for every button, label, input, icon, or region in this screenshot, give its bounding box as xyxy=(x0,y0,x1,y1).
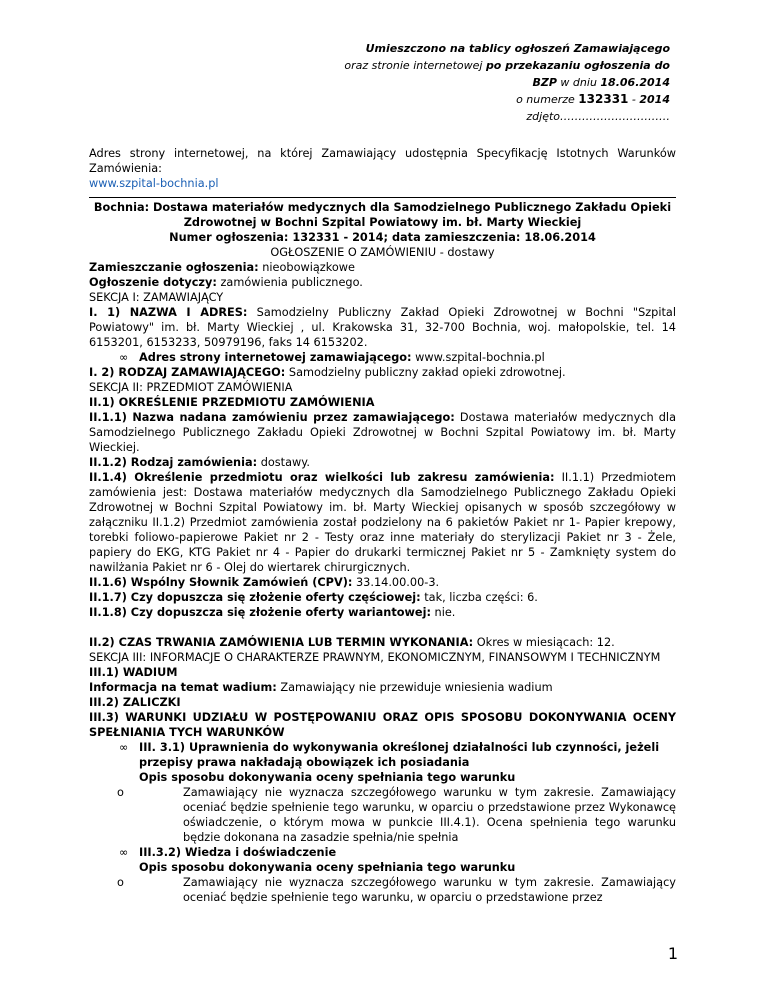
address-link[interactable]: www.szpital-bochnia.pl xyxy=(89,177,219,190)
document-title: Bochnia: Dostawa materiałów medycznych dla Samodzielnego Publicznego Zakładu Opieki Zdrowotnej w Bochni Szpital Powiatowy im. bł. Marty Wieckiej xyxy=(93,201,672,229)
bullet-icon: ∞ xyxy=(119,741,129,754)
field-rodzaj: I. 2) RODZAJ ZAMAWIAJĄCEGO: Samodzielny publiczny zakład opieki zdrowotnej. xyxy=(89,366,566,379)
notice-line-5: zdjęto………………………… xyxy=(526,110,670,123)
bullet-icon: ∞ xyxy=(119,351,129,364)
page-number: 1 xyxy=(667,944,678,963)
field-ii12: II.1.2) Rodzaj zamówienia: dostawy. xyxy=(89,456,310,469)
notice-line-1: Umieszczono na tablicy ogłoszeń Zamawiającego xyxy=(365,42,670,55)
bullet-icon: ∞ xyxy=(119,846,129,859)
sub-item-2 xyxy=(89,875,676,905)
field-nazwa-adres: I. 1) NAZWA I ADRES: Samodzielny Publiczny Zakład Opieki Zdrowotnej w Bochni "Szpital Powiatowy" im. bł. Marty Wieckiej , ul. Krakowska 31, 32-700 Bochnia, woj. małopolskie, tel. 14 6153201, 6153233, 50979196, faks 14 6153202. xyxy=(89,306,676,349)
heading-iii31: III. 3.1) Uprawnienia do wykonywania określonej działalności lub czynności, jeżeli przepisy prawa nakładają obowiązek ich posiadania xyxy=(139,741,660,769)
address-intro: Adres strony internetowej, na której Zamawiający udostępnia Specyfikację Istotnych Warunków Zamówienia: xyxy=(89,147,676,175)
field-ii16: II.1.6) Wspólny Słownik Zamówień (CPV): 33.14.00.00-3. xyxy=(89,576,440,589)
notice-line-4: o numerze 132331 - 2014 xyxy=(516,92,670,106)
opis-heading-1: Opis sposobu dokonywania oceny spełniania tego warunku xyxy=(139,771,516,784)
notice-line-3: BZP w dniu 18.06.2014 xyxy=(532,76,670,89)
circle-bullet-icon: o xyxy=(117,876,124,889)
posting-notice xyxy=(310,40,670,125)
announcement-number: Numer ogłoszenia: 132331 - 2014; data zamieszczenia: 18.06.2014 xyxy=(169,231,596,244)
heading-iii2: III.2) ZALICZKI xyxy=(89,696,181,709)
heading-iii1: III.1) WADIUM xyxy=(89,666,178,679)
bullet-www: ∞ Adres strony internetowej zamawiającego: www.szpital-bochnia.pl xyxy=(119,351,545,364)
section-1-heading: SEKCJA I: ZAMAWIAJĄCY xyxy=(89,291,224,304)
document-content xyxy=(89,146,676,905)
sub-item-1 xyxy=(89,785,676,845)
bullet-iii32 xyxy=(89,845,676,875)
sub-item-1-text: Zamawiający nie wyznacza szczegółowego warunku w tym zakresie. Zamawiający oceniać będzie spełnienie tego warunku, w oparciu o przedstawione przez Wykonawcę oświadczenie, o którym mowa w punkcie III.4.1). Ocena spełnienia tego warunku będzie dokonana na zasadzie spełnia/nie spełnia xyxy=(183,786,676,844)
heading-iii3: III.3) WARUNKI UDZIAŁU W POSTĘPOWANIU ORAZ OPIS SPOSOBU DOKONYWANIA OCENY SPEŁNIANIA TYCH WARUNKÓW xyxy=(89,711,676,739)
section-3-heading: SEKCJA III: INFORMACJE O CHARAKTERZE PRAWNYM, EKONOMICZNYM, FINANSOWYM I TECHNICZNYM xyxy=(89,651,661,664)
notice-line-2: oraz stronie internetowej po przekazaniu ogłoszenia do xyxy=(344,59,670,72)
heading-ii1: II.1) OKREŚLENIE PRZEDMIOTU ZAMÓWIENIA xyxy=(89,396,375,409)
field-ii18: II.1.8) Czy dopuszcza się złożenie oferty wariantowej: nie. xyxy=(89,606,456,619)
announcement-subtitle: OGŁOSZENIE O ZAMÓWIENIU - dostawy xyxy=(270,246,495,259)
bullet-iii31 xyxy=(89,740,676,785)
field-ii11: II.1.1) Nazwa nadana zamówieniu przez zamawiającego: Dostawa materiałów medycznych dla Samodzielnego Publicznego Zakładu Opieki Zdrowotnej w Bochni Szpital Powiatowy im. bł. Marty Wieckiej. xyxy=(89,411,676,454)
field-ii14: II.1.4) Określenie przedmiotu oraz wielkości lub zakresu zamówienia: II.1.1) Przedmiotem zamówienia jest: Dostawa materiałów medycznych dla Samodzielnego Publicznego Zakładu Opieki Zdrowotnej w Bochni Szpital Powiatowy im. bł. Marty Wieckiej opisanych w sposób szczegółowy w załączniku II.1.2) Przedmiot zamówienia został podzielony na 6 pakietów Pakiet nr 1- Papier krepowy, torebki foliowo-papierowe Pakiet nr 2 - Testy oraz inne materiały do sterylizacji Pakiet nr 3 - Żele, papiery do EKG, KTG Pakiet nr 4 - Papier do drukarki termicznej Pakiet nr 5 - Zamknięty system do nawilżania Pakiet nr 6 - Olej do wiertarek chirurgicznych. xyxy=(89,471,676,574)
section-2-heading: SEKCJA II: PRZEDMIOT ZAMÓWIENIA xyxy=(89,381,293,394)
field-ii17: II.1.7) Czy dopuszcza się złożenie oferty częściowej: tak, liczba części: 6. xyxy=(89,591,538,604)
divider xyxy=(89,197,676,198)
field-dotyczy: Ogłoszenie dotyczy: zamówienia publicznego. xyxy=(89,276,363,289)
field-zamieszczanie: Zamieszczanie ogłoszenia: nieobowiązkowe xyxy=(89,261,355,274)
opis-heading-2: Opis sposobu dokonywania oceny spełniania tego warunku xyxy=(139,861,516,874)
field-ii2: II.2) CZAS TRWANIA ZAMÓWIENIA LUB TERMIN WYKONANIA: Okres w miesiącach: 12. xyxy=(89,636,615,649)
field-wadium: Informacja na temat wadium: Zamawiający nie przewiduje wniesienia wadium xyxy=(89,681,553,694)
heading-iii32: III.3.2) Wiedza i doświadczenie xyxy=(139,846,337,859)
sub-item-2-text: Zamawiający nie wyznacza szczegółowego warunku w tym zakresie. Zamawiający oceniać będzie spełnienie tego warunku, w oparciu o przedstawione przez xyxy=(183,876,676,904)
spacer xyxy=(89,620,676,635)
circle-bullet-icon: o xyxy=(117,786,124,799)
